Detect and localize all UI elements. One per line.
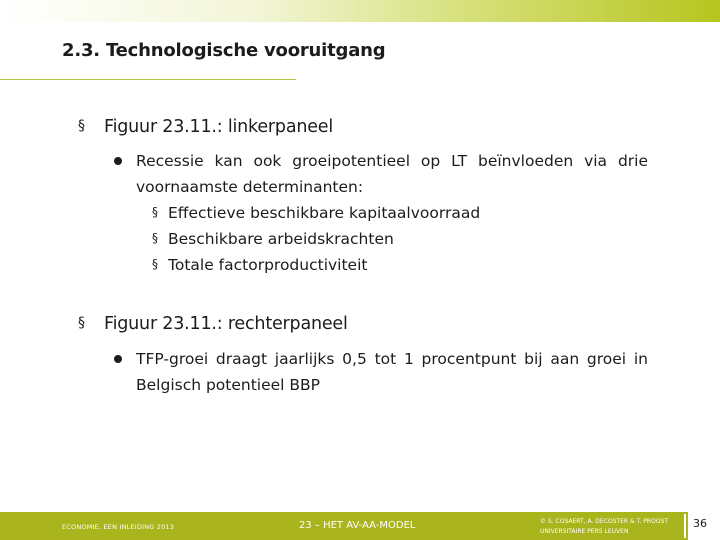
section2-heading: Figuur 23.11.: rechterpaneel [104, 314, 348, 334]
section2-paragraph: TFP-groei draagt jaarlijks 0,5 tot 1 procentpunt bij aan groei in Belgisch potentieel BBP [136, 350, 648, 394]
sub-marker: § [152, 257, 158, 271]
section1-heading: Figuur 23.11.: linkerpaneel [104, 117, 334, 137]
slide-title: 2.3. Technologische vooruitgang [62, 40, 386, 61]
footer-chapter: 23 – HET AV-AA-MODEL [299, 520, 416, 531]
section1-paragraph: Recessie kan ook groeipotentieel op LT beïnvloeden via drie voornaamste determinanten: [136, 152, 648, 196]
bullet-dot-icon [114, 157, 122, 165]
footer-divider [684, 514, 686, 538]
sub-marker: § [152, 205, 158, 219]
subitem-1-text: Effectieve beschikbare kapitaalvoorraad [168, 204, 481, 222]
section-marker: § [78, 118, 85, 134]
title-underline [0, 79, 296, 80]
subitem-2-text: Beschikbare arbeidskrachten [168, 230, 394, 248]
footer-copyright [540, 517, 668, 537]
footer-book-title: ECONOMIE, EEN INLEIDING 2013 [62, 523, 175, 531]
top-accent-band [0, 0, 720, 22]
footer-bar [0, 512, 720, 540]
subitem-3-text: Totale factorproductiviteit [168, 256, 368, 274]
footer-publisher: UNIVERSITAIRE PERS LEUVEN [540, 528, 629, 535]
section-marker: § [78, 315, 85, 331]
sub-marker: § [152, 231, 158, 245]
bullet-dot-icon [114, 355, 122, 363]
footer-authors: © S. COSAERT, A. DECOSTER & T. PROOST [540, 518, 669, 525]
page-number: 36 [693, 517, 707, 530]
